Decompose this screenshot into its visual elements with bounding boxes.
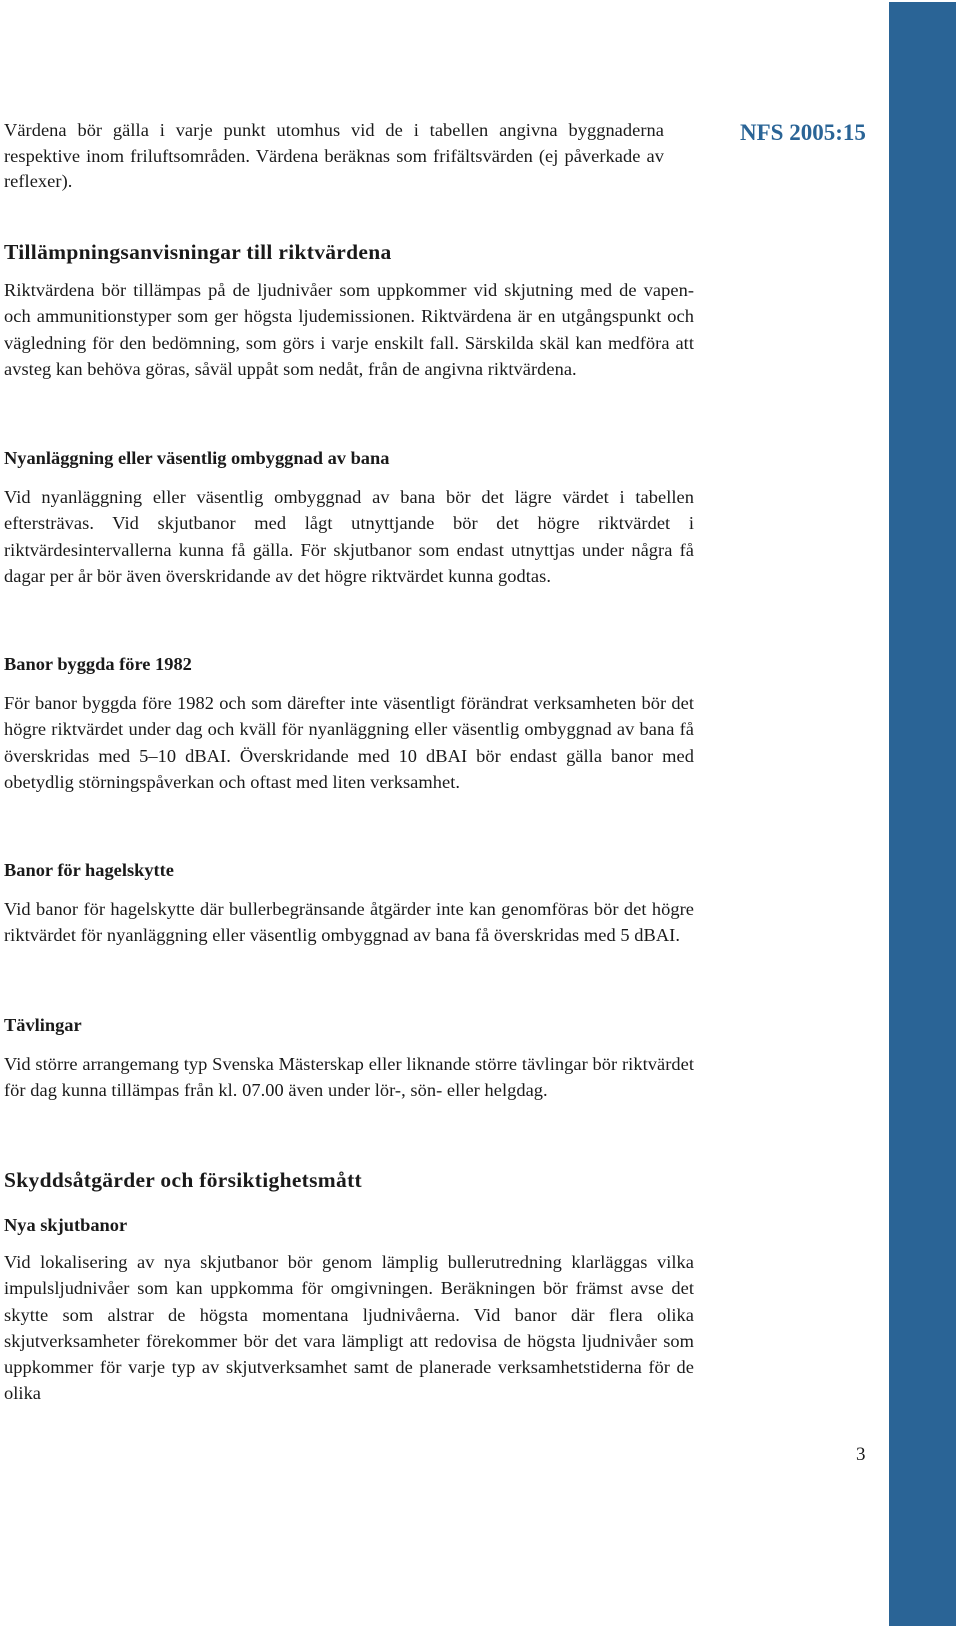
section-before-1982-body (4, 690, 694, 795)
section-protective-measures (4, 1166, 694, 1194)
section-heading: Banor byggda före 1982 (4, 654, 192, 674)
section-heading: Nyanläggning eller väsentlig ombyggnad av bana (4, 448, 390, 468)
section-new-construction-body (4, 484, 694, 589)
section-new-construction (4, 445, 694, 471)
section-new-ranges-body (4, 1249, 694, 1407)
document-id: NFS 2005:15 (740, 120, 866, 145)
section-paragraph: Riktvärdena bör tillämpas på de ljudnivåer som uppkommer vid skjutning med de vapen- och ammunitionstyper som ger högsta ljudemissionen. Riktvärdena är en utgångspunkt och vägledning för den bedömning, som görs i varje enskilt fall. Särskilda skäl kan medföra att avsteg kan behöva göras, såväl uppåt som nedåt, från de angivna riktvärdena. (4, 280, 694, 379)
section-heading: Tävlingar (4, 1015, 82, 1035)
section-before-1982 (4, 651, 694, 677)
section-application (4, 238, 694, 266)
section-paragraph: Vid nyanläggning eller väsentlig ombyggnad av bana bör det lägre värdet i tabellen eftersträvas. Vid skjutbanor med lågt utnyttjande bör det högre riktvärdet i riktvärdesintervallerna kunna få gälla. För skjutbanor som endast utnyttjas under några få dagar per år bör även överskridande av det högre riktvärdet kunna godtas. (4, 487, 694, 586)
intro-block (4, 118, 664, 195)
section-new-ranges (4, 1212, 694, 1238)
intro-paragraph: Värdena bör gälla i varje punkt utomhus vid de i tabellen angivna byggnaderna respektive inom friluftsområden. Värdena beräknas som frifältsvärden (ej påverkade av reflexer). (4, 120, 664, 191)
section-heading: Nya skjutbanor (4, 1215, 128, 1235)
section-clay-shooting (4, 857, 694, 883)
page-number: 3 (856, 1444, 866, 1465)
section-paragraph: Vid större arrangemang typ Svenska Mästerskap eller liknande större tävlingar bör riktvärdet för dag kunna tillämpas från kl. 07.00 även under lör-, sön- eller helgdag. (4, 1054, 694, 1101)
section-clay-shooting-body (4, 896, 694, 949)
section-paragraph: För banor byggda före 1982 och som därefter inte väsentligt förändrat verksamheten bör det högre riktvärdet under dag och kväll för nyanläggning eller väsentlig ombyggnad av bana få överskridas med 5–10 dBAI. Överskridande med 10 dBAI bör endast gälla banor med obetydlig störningspåverkan och oftast med liten verksamhet. (4, 693, 694, 792)
section-competitions (4, 1012, 694, 1038)
section-heading: Skyddsåtgärder och försiktighetsmått (4, 1168, 362, 1192)
section-heading: Tillämpningsanvisningar till riktvärdena (4, 240, 392, 264)
section-heading: Banor för hagelskytte (4, 860, 174, 880)
side-color-bar (889, 2, 956, 1626)
section-paragraph: Vid banor för hagelskytte där bullerbegränsande åtgärder inte kan genomföras bör det högre riktvärdet för nyanläggning eller väsentlig ombyggnad av bana få överskridas med 5 dBAI. (4, 899, 694, 946)
section-paragraph: Vid lokalisering av nya skjutbanor bör genom lämplig bullerutredning klarläggas vilka impulsljudnivåer som kan uppkomma för omgivningen. Beräkningen bör främst avse det skytte som alstrar de högsta momentana ljudnivåerna. Vid banor där flera olika skjutverksamheter förekommer bör det vara lämpligt att redovisa de högsta ljudnivåer som uppkommer för varje typ av skjutverksamhet samt de planerade verksamhetstiderna för de olika (4, 1252, 694, 1404)
section-application-body (4, 277, 694, 382)
section-competitions-body (4, 1051, 694, 1104)
